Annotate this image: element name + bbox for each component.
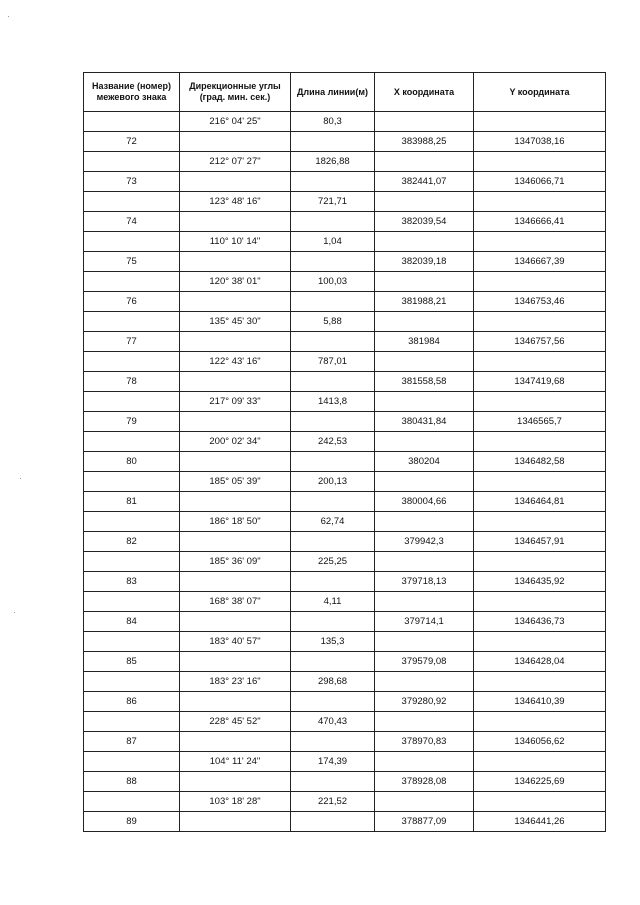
mark-name-cell: 83 [84,572,180,592]
line-length-cell: 721,71 [291,192,375,212]
segment-x-cell [375,352,474,372]
point-length-cell [291,692,375,712]
direction-angle-cell: 228° 45' 52" [180,712,291,732]
line-length-cell: 221,52 [291,792,375,812]
direction-angle-cell: 135° 45' 30" [180,312,291,332]
segment-row [84,272,606,292]
segment-name-cell [84,712,180,732]
segment-row [84,152,606,172]
x-coordinate-cell: 380431,84 [375,412,474,432]
table-header-row [84,73,606,112]
mark-row [84,132,606,152]
mark-name-cell: 84 [84,612,180,632]
segment-y-cell [474,752,606,772]
y-coordinate-cell: 1346428,04 [474,652,606,672]
mark-name-cell: 76 [84,292,180,312]
y-coordinate-cell: 1347038,16 [474,132,606,152]
segment-y-cell [474,712,606,732]
segment-name-cell [84,672,180,692]
y-coordinate-cell: 1346056,62 [474,732,606,752]
point-angle-cell [180,252,291,272]
mark-name-cell: 80 [84,452,180,472]
line-length-cell: 225,25 [291,552,375,572]
point-angle-cell [180,652,291,672]
x-coordinate-cell: 382039,18 [375,252,474,272]
segment-name-cell [84,792,180,812]
segment-row [84,512,606,532]
point-angle-cell [180,292,291,312]
point-length-cell [291,492,375,512]
mark-row [84,252,606,272]
point-length-cell [291,532,375,552]
segment-y-cell [474,272,606,292]
mark-name-cell: 74 [84,212,180,232]
point-length-cell [291,612,375,632]
y-coordinate-cell: 1346666,41 [474,212,606,232]
direction-angle-cell: 185° 36' 09" [180,552,291,572]
segment-row [84,712,606,732]
point-angle-cell [180,532,291,552]
line-length-cell: 298,68 [291,672,375,692]
direction-angle-cell: 216° 04' 25" [180,112,291,132]
line-length-cell: 200,13 [291,472,375,492]
line-length-cell: 5,88 [291,312,375,332]
segment-row [84,552,606,572]
segment-y-cell [474,792,606,812]
x-coordinate-cell: 382441,07 [375,172,474,192]
mark-row [84,452,606,472]
point-length-cell [291,212,375,232]
mark-row [84,292,606,312]
mark-row [84,412,606,432]
line-length-cell: 1413,8 [291,392,375,412]
mark-row [84,572,606,592]
x-coordinate-cell: 382039,54 [375,212,474,232]
direction-angle-cell: 103° 18' 28" [180,792,291,812]
segment-y-cell [474,312,606,332]
segment-y-cell [474,232,606,252]
line-length-cell: 242,53 [291,432,375,452]
point-angle-cell [180,132,291,152]
header-line-length: Длина линии(м) [291,73,375,112]
segment-y-cell [474,512,606,532]
segment-x-cell [375,192,474,212]
point-angle-cell [180,492,291,512]
direction-angle-cell: 183° 23' 16" [180,672,291,692]
mark-name-cell: 89 [84,812,180,832]
segment-name-cell [84,312,180,332]
header-mark-name: Название (номер) межевого знака [84,73,180,112]
y-coordinate-cell: 1346482,58 [474,452,606,472]
segment-x-cell [375,552,474,572]
direction-angle-cell: 185° 05' 39" [180,472,291,492]
point-length-cell [291,332,375,352]
mark-name-cell: 85 [84,652,180,672]
y-coordinate-cell: 1346667,39 [474,252,606,272]
direction-angle-cell: 110° 10' 14" [180,232,291,252]
segment-x-cell [375,672,474,692]
direction-angle-cell: 183° 40' 57" [180,632,291,652]
x-coordinate-cell: 381988,21 [375,292,474,312]
x-coordinate-cell: 378877,09 [375,812,474,832]
mark-name-cell: 73 [84,172,180,192]
point-length-cell [291,412,375,432]
segment-name-cell [84,272,180,292]
segment-row [84,112,606,132]
y-coordinate-cell: 1347419,68 [474,372,606,392]
segment-name-cell [84,392,180,412]
segment-row [84,792,606,812]
direction-angle-cell: 186° 18' 50" [180,512,291,532]
y-coordinate-cell: 1346436,73 [474,612,606,632]
point-angle-cell [180,612,291,632]
segment-name-cell [84,152,180,172]
segment-row [84,192,606,212]
segment-x-cell [375,752,474,772]
direction-angle-cell: 123° 48' 16" [180,192,291,212]
segment-x-cell [375,792,474,812]
y-coordinate-cell: 1346441,26 [474,812,606,832]
direction-angle-cell: 120° 38' 01" [180,272,291,292]
segment-y-cell [474,592,606,612]
point-angle-cell [180,692,291,712]
point-angle-cell [180,812,291,832]
x-coordinate-cell: 380204 [375,452,474,472]
segment-y-cell [474,472,606,492]
direction-angle-cell: 104° 11' 24" [180,752,291,772]
segment-x-cell [375,312,474,332]
segment-x-cell [375,432,474,452]
mark-row [84,652,606,672]
header-x-coordinate: X координата [375,73,474,112]
direction-angle-cell: 122° 43' 16" [180,352,291,372]
segment-row [84,592,606,612]
segment-name-cell [84,112,180,132]
point-length-cell [291,812,375,832]
boundary-marks-table [83,72,606,832]
segment-row [84,312,606,332]
segment-y-cell [474,552,606,572]
point-length-cell [291,572,375,592]
mark-row [84,532,606,552]
segment-y-cell [474,632,606,652]
point-angle-cell [180,772,291,792]
point-angle-cell [180,212,291,232]
mark-name-cell: 75 [84,252,180,272]
segment-x-cell [375,112,474,132]
mark-name-cell: 81 [84,492,180,512]
segment-name-cell [84,752,180,772]
point-length-cell [291,172,375,192]
segment-x-cell [375,272,474,292]
segment-row [84,352,606,372]
x-coordinate-cell: 378970,83 [375,732,474,752]
point-angle-cell [180,452,291,472]
scan-speck [14,612,15,613]
y-coordinate-cell: 1346565,7 [474,412,606,432]
segment-row [84,232,606,252]
segment-name-cell [84,592,180,612]
mark-row [84,612,606,632]
segment-name-cell [84,432,180,452]
scan-speck [20,478,21,479]
point-length-cell [291,772,375,792]
segment-y-cell [474,392,606,412]
y-coordinate-cell: 1346066,71 [474,172,606,192]
segment-row [84,472,606,492]
table-body [84,112,606,832]
point-angle-cell [180,412,291,432]
point-length-cell [291,732,375,752]
header-y-coordinate: Y координата [474,73,606,112]
y-coordinate-cell: 1346225,69 [474,772,606,792]
segment-row [84,432,606,452]
segment-x-cell [375,392,474,412]
line-length-cell: 135,3 [291,632,375,652]
segment-name-cell [84,232,180,252]
mark-name-cell: 72 [84,132,180,152]
mark-row [84,812,606,832]
point-length-cell [291,452,375,472]
mark-name-cell: 86 [84,692,180,712]
point-length-cell [291,652,375,672]
line-length-cell: 100,03 [291,272,375,292]
point-length-cell [291,292,375,312]
x-coordinate-cell: 383988,25 [375,132,474,152]
mark-name-cell: 87 [84,732,180,752]
segment-x-cell [375,592,474,612]
point-angle-cell [180,372,291,392]
direction-angle-cell: 168° 38' 07" [180,592,291,612]
line-length-cell: 4,11 [291,592,375,612]
mark-name-cell: 77 [84,332,180,352]
x-coordinate-cell: 380004,66 [375,492,474,512]
segment-name-cell [84,192,180,212]
segment-x-cell [375,152,474,172]
segment-y-cell [474,152,606,172]
segment-name-cell [84,552,180,572]
segment-x-cell [375,472,474,492]
segment-y-cell [474,112,606,132]
point-length-cell [291,372,375,392]
y-coordinate-cell: 1346435,92 [474,572,606,592]
segment-x-cell [375,512,474,532]
x-coordinate-cell: 379714,1 [375,612,474,632]
x-coordinate-cell: 378928,08 [375,772,474,792]
segment-name-cell [84,352,180,372]
point-length-cell [291,132,375,152]
line-length-cell: 787,01 [291,352,375,372]
segment-y-cell [474,192,606,212]
segment-row [84,392,606,412]
y-coordinate-cell: 1346464,81 [474,492,606,512]
mark-row [84,732,606,752]
mark-row [84,372,606,392]
segment-name-cell [84,632,180,652]
mark-name-cell: 82 [84,532,180,552]
direction-angle-cell: 212° 07' 27" [180,152,291,172]
mark-name-cell: 78 [84,372,180,392]
y-coordinate-cell: 1346753,46 [474,292,606,312]
direction-angle-cell: 217° 09' 33" [180,392,291,412]
y-coordinate-cell: 1346410,39 [474,692,606,712]
x-coordinate-cell: 379579,08 [375,652,474,672]
mark-row [84,172,606,192]
segment-row [84,672,606,692]
mark-name-cell: 88 [84,772,180,792]
point-length-cell [291,252,375,272]
direction-angle-cell: 200° 02' 34" [180,432,291,452]
line-length-cell: 1,04 [291,232,375,252]
point-angle-cell [180,332,291,352]
x-coordinate-cell: 379718,13 [375,572,474,592]
line-length-cell: 1826,88 [291,152,375,172]
line-length-cell: 62,74 [291,512,375,532]
line-length-cell: 470,43 [291,712,375,732]
x-coordinate-cell: 379942,3 [375,532,474,552]
y-coordinate-cell: 1346757,56 [474,332,606,352]
segment-x-cell [375,632,474,652]
y-coordinate-cell: 1346457,91 [474,532,606,552]
segment-y-cell [474,432,606,452]
segment-name-cell [84,472,180,492]
x-coordinate-cell: 381984 [375,332,474,352]
mark-row [84,772,606,792]
segment-row [84,632,606,652]
mark-row [84,332,606,352]
mark-row [84,212,606,232]
point-angle-cell [180,732,291,752]
x-coordinate-cell: 379280,92 [375,692,474,712]
line-length-cell: 174,39 [291,752,375,772]
segment-y-cell [474,352,606,372]
mark-row [84,492,606,512]
mark-name-cell: 79 [84,412,180,432]
segment-row [84,752,606,772]
segment-name-cell [84,512,180,532]
mark-row [84,692,606,712]
segment-x-cell [375,712,474,732]
scan-speck [8,16,9,17]
segment-x-cell [375,232,474,252]
x-coordinate-cell: 381558,58 [375,372,474,392]
line-length-cell: 80,3 [291,112,375,132]
header-direction-angle: Дирекционные углы (град. мин. сек.) [180,73,291,112]
segment-y-cell [474,672,606,692]
point-angle-cell [180,572,291,592]
point-angle-cell [180,172,291,192]
